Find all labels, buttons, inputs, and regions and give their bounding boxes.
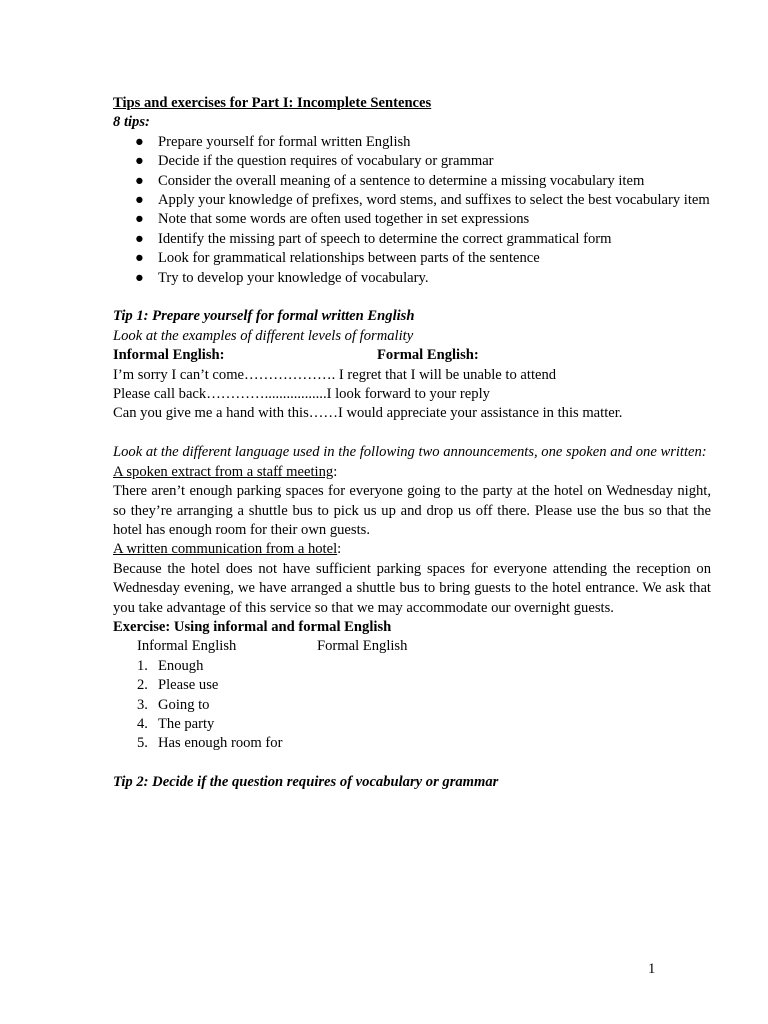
written-label-line: A written communication from a hotel: [113,541,342,558]
written-text: Because the hotel does not have sufficient parking spaces for everyone attending the reception on Wednesday evening, we have arranged a shuttle bus to bring guests to the hotel entrance. We ask that you take advantage of this service so that we may accommodate our overnight guests. [113,560,711,616]
bullet-icon: ● [135,250,144,267]
list-item: ● Try to develop your knowledge of vocabulary. [113,269,711,288]
example-row: I’m sorry I can’t come………………. I regret that I will be unable to attend [113,366,557,383]
tip2-heading: Tip 2: Decide if the question requires of vocabulary or grammar [113,774,499,791]
list-item: 5. Has enough room for [137,735,283,752]
document-body [113,94,711,793]
list-item: ● Apply your knowledge of prefixes, word stems, and suffixes to select the best vocabulary item [113,191,711,210]
example-row: Can you give me a hand with this……I would appreciate your assistance in this matter. [113,405,623,422]
spoken-text: There aren’t enough parking spaces for everyone going to the party at the hotel on Wednesday night, so they’re arranging a shuttle bus to pick us up and drop us off there. Please use the bus so that the hotel has enough room for their own guests. [113,483,711,538]
announcements-intro: Look at the different language used in the following two announcements, one spoken and one written: [113,444,707,461]
tips-heading: 8 tips: [113,114,150,131]
example-row: Please call back………….................I look forward to your reply [113,386,490,403]
list-item: ● Look for grammatical relationships between parts of the sentence [113,249,711,268]
bullet-icon: ● [135,211,144,228]
list-item: 2. Please use [137,677,219,694]
spoken-label: A spoken extract from a staff meeting [113,463,334,480]
informal-col-label: Informal English: [113,347,225,364]
bullet-icon: ● [135,192,144,209]
bullet-icon: ● [135,172,144,189]
exercise-list [113,657,711,754]
list-item: 1. Enough [137,657,204,674]
exercise-col-informal: Informal English [137,638,237,655]
list-item: ● Prepare yourself for formal written English [113,133,711,152]
list-item: ● Note that some words are often used together in set expressions [113,210,711,229]
written-label: A written communication from a hotel [113,541,338,558]
formality-columns [113,346,711,365]
bullet-icon: ● [135,230,144,247]
document-title: Tips and exercises for Part I: Incomplete Sentences [113,95,432,111]
tip1-intro: Look at the examples of different levels of formality [113,327,414,344]
exercise-col-formal: Formal English [317,638,408,655]
bullet-icon: ● [135,269,144,286]
tips-list [113,133,711,288]
list-item: ● Identify the missing part of speech to determine the correct grammatical form [113,230,711,249]
list-item: ● Consider the overall meaning of a sentence to determine a missing vocabulary item [113,172,711,191]
list-item: 3. Going to [137,696,210,713]
tip1-heading: Tip 1: Prepare yourself for formal written English [113,308,415,325]
list-item: 4. The party [137,715,215,732]
spoken-label-line: A spoken extract from a staff meeting: [113,463,338,480]
list-item: ● Decide if the question requires of vocabulary or grammar [113,152,711,171]
exercise-heading: Exercise: Using informal and formal English [113,618,392,635]
bullet-icon: ● [135,133,144,150]
page-number: 1 [648,961,656,977]
exercise-columns [113,637,711,656]
formal-col-label: Formal English: [377,347,479,364]
bullet-icon: ● [135,153,144,170]
